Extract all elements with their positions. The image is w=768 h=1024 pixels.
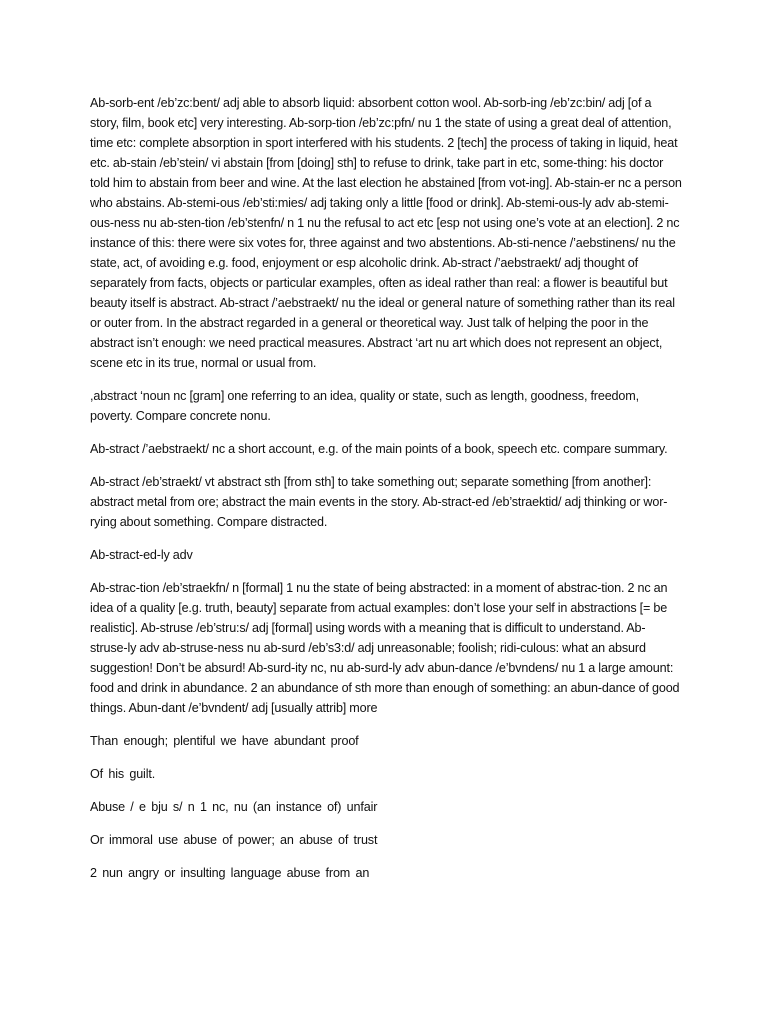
- paragraph-abuse: Abuse / e bju s/ n 1 nc, nu (an instance of) unfair: [90, 800, 378, 814]
- paragraph-immoral-use: Or immoral use abuse of power; an abuse of trust: [90, 833, 378, 847]
- paragraph-abstract-summary: Ab-stract /’aebstraekt/ nc a short account, e.g. of the main points of a book, speech etc. compare summary.: [90, 442, 668, 456]
- paragraph-abstract-verb: Ab-stract /eb’straekt/ vt abstract sth [from sth] to take something out; separate something [from another]: abstract metal from ore; abstract the main events in the story. Ab-stract-ed /eb’straektid/ adj thinking or wor-rying about something. Compare distracted.: [90, 475, 668, 529]
- document-body: [90, 93, 682, 896]
- paragraph-of-his-guilt: Of his guilt.: [90, 767, 156, 781]
- paragraph-absorbent: Ab-sorb-ent /eb’zc:bent/ adj able to absorb liquid: absorbent cotton wool. Ab-sorb-ing /eb’zc:bin/ adj [of a story, film, book etc] very interesting. Ab-sorp-tion /eb’zc:pfn/ nu 1 the state of using a great deal of attention, time etc: complete absorption in sport interfered with his students. 2 [tech] the process of taking in liquid, heat etc. ab-stain /eb’stein/ vi abstain [from [doing] sth] to refuse to drink, take part in etc, some-thing: his doctor told him to abstain from beer and wine. At the last election he abstained [from vot-ing]. Ab-stain-er nc a person who abstains. Ab-stemi-ous /eb’sti:mies/ adj taking only a little [food or drink]. Ab-stemi-ous-ly adv ab-stemi-ous-ness nu ab-sten-tion /eb’stenfn/ n 1 nu the refusal to act etc [esp not using one’s vote at an election]. 2 nc instance of this: there were six votes for, three against and two abstentions. Ab-sti-nence /’aebstinens/ nu the state, act, of avoiding e.g. food, enjoyment or esp alcoholic drink. Ab-stract /’aebstraekt/ adj thought of separately from facts, objects or particular examples, often as ideal rather than real: a flower is beautiful but beauty itself is abstract. Ab-stract /’aebstraekt/ nu the ideal or general nature of something rather than its real or outer from. In the abstract regarded in a general or theoretical way. Just talk of helping the poor in the abstract isn’t enough: we need practical measures. Abstract ‘art nu art which does not represent an object, scene etc in its true, normal or usual from.: [90, 96, 682, 370]
- paragraph-than-enough: Than enough; plentiful we have abundant proof: [90, 734, 359, 748]
- paragraph-abstractedly: Ab-stract-ed-ly adv: [90, 548, 193, 562]
- paragraph-abstract-noun: ,abstract ‘noun nc [gram] one referring to an idea, quality or state, such as length, goodness, freedom, poverty. Compare concrete nonu.: [90, 389, 639, 423]
- paragraph-abstraction: Ab-strac-tion /eb’straekfn/ n [formal] 1 nu the state of being abstracted: in a moment of abstrac-tion. 2 nc an idea of a quality [e.g. truth, beauty] separate from actual examples: don’t lose your self in abstractions [= be realistic]. Ab-struse /eb’stru:s/ adj [formal] using words with a meaning that is difficult to understand. Ab-struse-ly adv ab-struse-ness nu ab-surd /eb’s3:d/ adj unreasonable; foolish; ridi-culous: what an absurd suggestion! Don’t be absurd! Ab-surd-ity nc, nu ab-surd-ly adv abun-dance /e’bvndens/ nu 1 a large amount: food and drink in abundance. 2 an abundance of sth more than enough of something: an abun-dance of good things. Abun-dant /e’bvndent/ adj [usually attrib] more: [90, 581, 680, 715]
- paragraph-angry-language: 2 nun angry or insulting language abuse from an: [90, 866, 370, 880]
